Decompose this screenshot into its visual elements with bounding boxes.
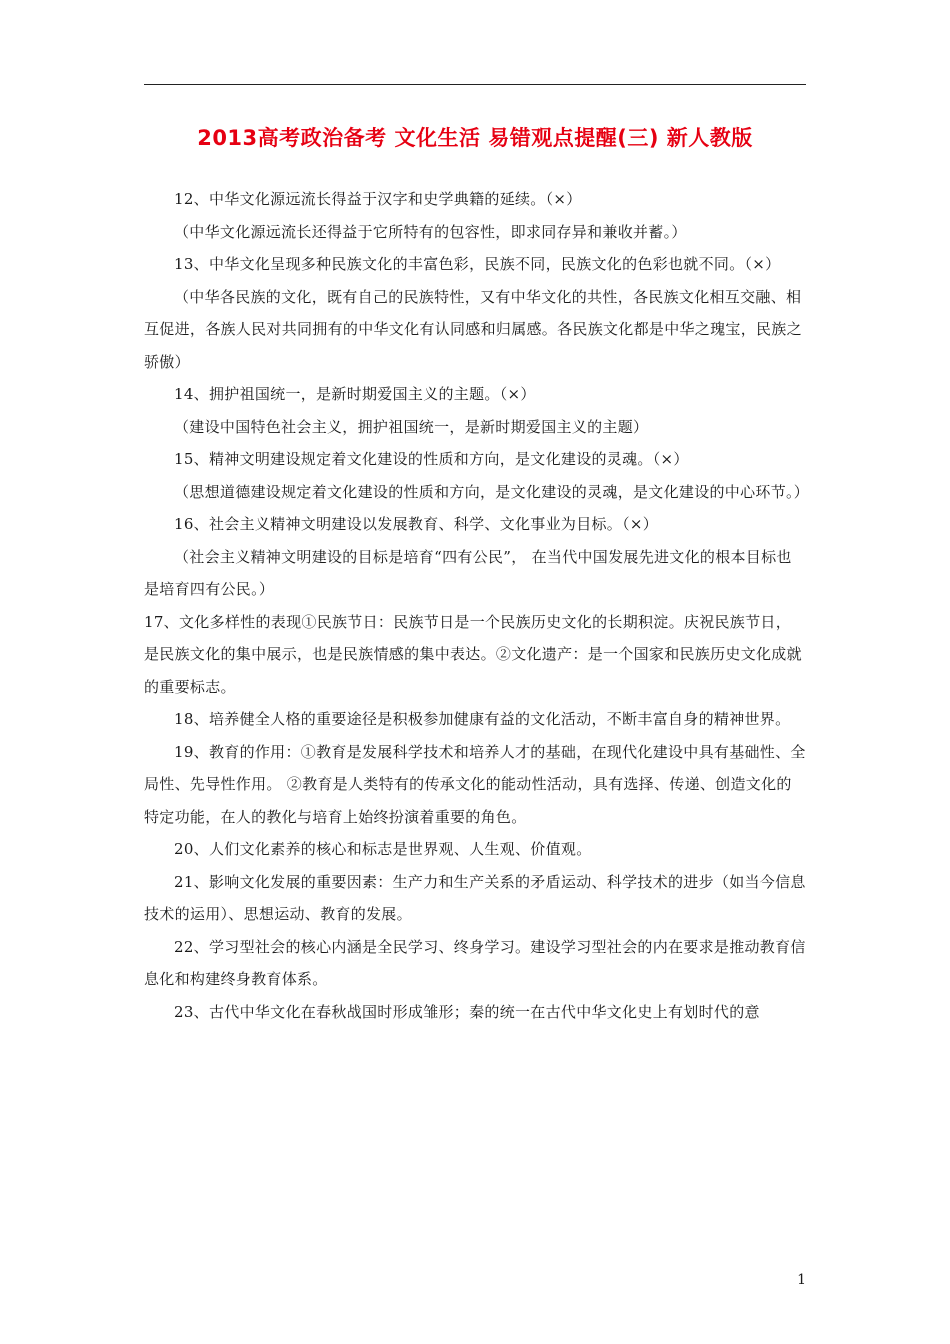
paragraph-23: 23、古代中华文化在春秋战国时形成雏形；秦的统一在古代中华文化史上有划时代的意 bbox=[174, 1002, 760, 1021]
header-rule bbox=[144, 84, 806, 85]
paragraph-14-explanation: （建设中国特色社会主义，拥护祖国统一，是新时期爱国主义的主题） bbox=[174, 417, 649, 436]
paragraph-22: 22、学习型社会的核心内涵是全民学习、终身学习。建设学习型社会的内在要求是推动教育信息化和构建终身教育体系。 bbox=[144, 937, 806, 988]
paragraph-14: 14、拥护祖国统一，是新时期爱国主义的主题。（×） bbox=[174, 385, 536, 403]
document-body bbox=[144, 183, 810, 1028]
document-title: 2013高考政治备考 文化生活 易错观点提醒(三) 新人教版 bbox=[197, 126, 753, 150]
page-number: 1 bbox=[797, 1272, 806, 1288]
paragraph-16: 16、社会主义精神文明建设以发展教育、科学、文化事业为目标。（×） bbox=[174, 515, 659, 533]
paragraph-19: 19、教育的作用：①教育是发展科学技术和培养人才的基础，在现代化建设中具有基础性、全局性、先导性作用。 ②教育是人类特有的传承文化的能动性活动，具有选择、传递、创造文化的特定功能，在人的教化与培育上始终扮演着重要的角色。 bbox=[144, 742, 806, 826]
paragraph-13-explanation: （中华各民族的文化，既有自己的民族特性，又有中华文化的共性，各民族文化相互交融、相互促进，各族人民对共同拥有的中华文化有认同感和归属感。各民族文化都是中华之瑰宝，民族之骄傲） bbox=[144, 287, 802, 371]
paragraph-15-explanation: （思想道德建设规定着文化建设的性质和方向，是文化建设的灵魂，是文化建设的中心环节。） bbox=[174, 482, 810, 501]
paragraph-17: 17、文化多样性的表现①民族节日：民族节日是一个民族历史文化的长期积淀。庆祝民族节日，是民族文化的集中展示，也是民族情感的集中表达。②文化遗产：是一个国家和民族历史文化成就的重要标志。 bbox=[144, 612, 802, 696]
paragraph-15: 15、精神文明建设规定着文化建设的性质和方向，是文化建设的灵魂。（×） bbox=[174, 450, 689, 468]
paragraph-18: 18、培养健全人格的重要途径是积极参加健康有益的文化活动，不断丰富自身的精神世界。 bbox=[174, 710, 791, 728]
paragraph-21: 21、影响文化发展的重要因素：生产力和生产关系的矛盾运动、科学技术的进步（如当今信息技术的运用）、思想运动、教育的发展。 bbox=[144, 872, 806, 923]
paragraph-13: 13、中华文化呈现多种民族文化的丰富色彩，民族不同，民族文化的色彩也就不同。（×） bbox=[174, 255, 781, 273]
paragraph-12: 12、中华文化源远流长得益于汉字和史学典籍的延续。（×） bbox=[174, 190, 582, 208]
paragraph-20: 20、人们文化素养的核心和标志是世界观、人生观、价值观。 bbox=[174, 840, 592, 858]
paragraph-16-explanation: （社会主义精神文明建设的目标是培育“四有公民”， 在当代中国发展先进文化的根本目标也是培育四有公民。） bbox=[144, 547, 792, 598]
paragraph-12-explanation: （中华文化源远流长还得益于它所特有的包容性，即求同存异和兼收并蓄。） bbox=[174, 222, 687, 241]
